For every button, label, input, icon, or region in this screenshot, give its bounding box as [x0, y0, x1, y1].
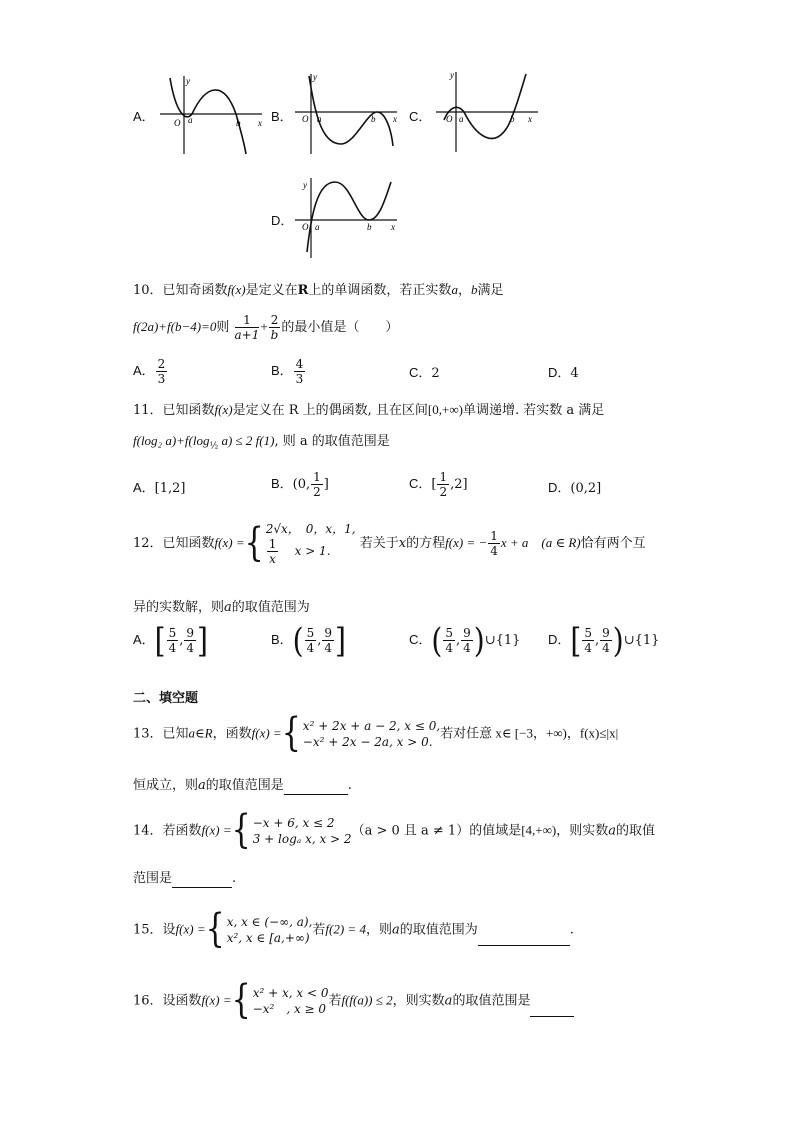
y-axis-label: y: [303, 180, 307, 190]
y-axis-label: y: [450, 70, 454, 80]
q14-stem-line1: 14．若函数f(x) ={ −x + 6, x ≤ 2 3 + logₐ x, x > 2 （a > 0 且 a ≠ 1）的值域是[4,+∞)，则实数a的取值: [133, 807, 656, 854]
q13-answer-blank[interactable]: [284, 780, 348, 795]
q12-option-b[interactable]: B．( $\frac{5}{4}$ , $\frac{9}{4}$ ]: [271, 620, 346, 660]
q10-option-a[interactable]: A． $\frac{2}{3}$: [133, 357, 166, 386]
origin-label: O: [302, 222, 309, 232]
a-label: a: [459, 114, 464, 124]
q10-option-b[interactable]: B． $\frac{4}{3}$: [271, 357, 304, 386]
q11-option-b[interactable]: B．(0, $\frac{1}{2}$ ]: [271, 470, 329, 499]
q16-answer-blank[interactable]: [530, 1002, 574, 1017]
q10-option-d[interactable]: D．4: [548, 365, 579, 381]
q12-stem-line2: 异的实数解，则a的取值范围为: [133, 600, 310, 615]
origin-label: O: [174, 118, 181, 128]
graph-option-d: [293, 176, 403, 260]
q11-option-c[interactable]: C．[ $\frac{1}{2}$ ,2]: [409, 470, 468, 499]
b-label: b: [236, 118, 241, 128]
q15-answer-blank[interactable]: [478, 931, 570, 946]
b-label: b: [367, 222, 372, 232]
x-axis-label: x: [393, 114, 397, 124]
graph-option-c: [434, 70, 544, 154]
q14-stem-line2: 范围是 .: [133, 871, 237, 886]
q10-option-c[interactable]: C．2: [409, 365, 440, 381]
origin-label: O: [446, 114, 453, 124]
option-d-label: D．: [271, 213, 294, 228]
origin-label: O: [302, 114, 309, 124]
graph-option-a: [158, 72, 268, 156]
b-label: b: [510, 114, 515, 124]
q10-stem-line1: 10．已知奇函数f(x)是定义在R上的单调函数，若正实数a，b满足: [133, 282, 504, 298]
q11-stem-line1: 11．已知函数f(x)是定义在 R 上的偶函数, 且在区间[0,+∞)单调递增. 若实数 a 满足: [133, 402, 605, 418]
option-c-label: C．: [409, 109, 432, 124]
q12-stem-line1: 12．已知函数f(x) ={ 2√x， 0，x，1, $\frac{1}{x}$ x > 1. 若关于x的方程f(x) = − $\frac{1}{4}$ x + a (a ∈ R)恰有两个互: [133, 520, 646, 566]
x-axis-label: x: [258, 118, 262, 128]
q10-stem-line2: f(2a)+f(b−4)=0则 $\frac{1}{a+1}$ + $\frac{2}{b}$ 的最小值是（ ）: [133, 313, 399, 342]
b-label: b: [371, 114, 376, 124]
y-axis-label: y: [313, 72, 317, 82]
option-a-label: A．: [133, 109, 155, 124]
q11-option-d[interactable]: D．(0,2]: [548, 480, 602, 496]
q11-stem-line2: f(log₂ $a)+f(\log_{\frac{1}{2}}$ a) ≤ 2 f(1), 则 a 的取值范围是: [133, 433, 390, 452]
q12-option-a[interactable]: A．[ $\frac{5}{4}$ , $\frac{9}{4}$ ]: [133, 620, 208, 660]
section-heading: 二、填空题: [133, 691, 199, 706]
x-axis-label: x: [528, 114, 532, 124]
a-label: a: [188, 115, 193, 125]
q14-answer-blank[interactable]: [172, 873, 232, 888]
q12-option-c[interactable]: C．( $\frac{5}{4}$ , $\frac{9}{4}$ )∪{1}: [409, 620, 521, 660]
q13-stem-line2: 恒成立，则a的取值范围是 .: [133, 778, 352, 793]
q11-option-a[interactable]: A．[1,2]: [133, 480, 186, 496]
q12-option-d[interactable]: D．[ $\frac{5}{4}$ , $\frac{9}{4}$ )∪{1}: [548, 620, 660, 660]
q16-stem: 16．设函数f(x) ={ x² + x, x < 0 −x² , x ≥ 0 若f(f(a)) ≤ 2，则实数a的取值范围是: [133, 985, 574, 1017]
option-b-label: B．: [271, 109, 293, 124]
a-label: a: [317, 114, 322, 124]
q15-stem: 15．设f(x) ={ x, x ∈ (−∞, a), x², x ∈ [a,+∞) 若f(2) = 4，则a的取值范围为 .: [133, 906, 574, 953]
a-label: a: [315, 222, 320, 232]
x-axis-label: x: [391, 222, 395, 232]
y-axis-label: y: [186, 76, 190, 86]
q13-stem-line1: 13．已知a∈R，函数f(x) ={ x² + 2x + a − 2, x ≤ 0, −x² + 2x − 2a, x > 0. 若对任意 x∈ [−3，+∞)，f(x)≤|x|: [133, 710, 619, 757]
graph-option-b: [293, 72, 403, 156]
